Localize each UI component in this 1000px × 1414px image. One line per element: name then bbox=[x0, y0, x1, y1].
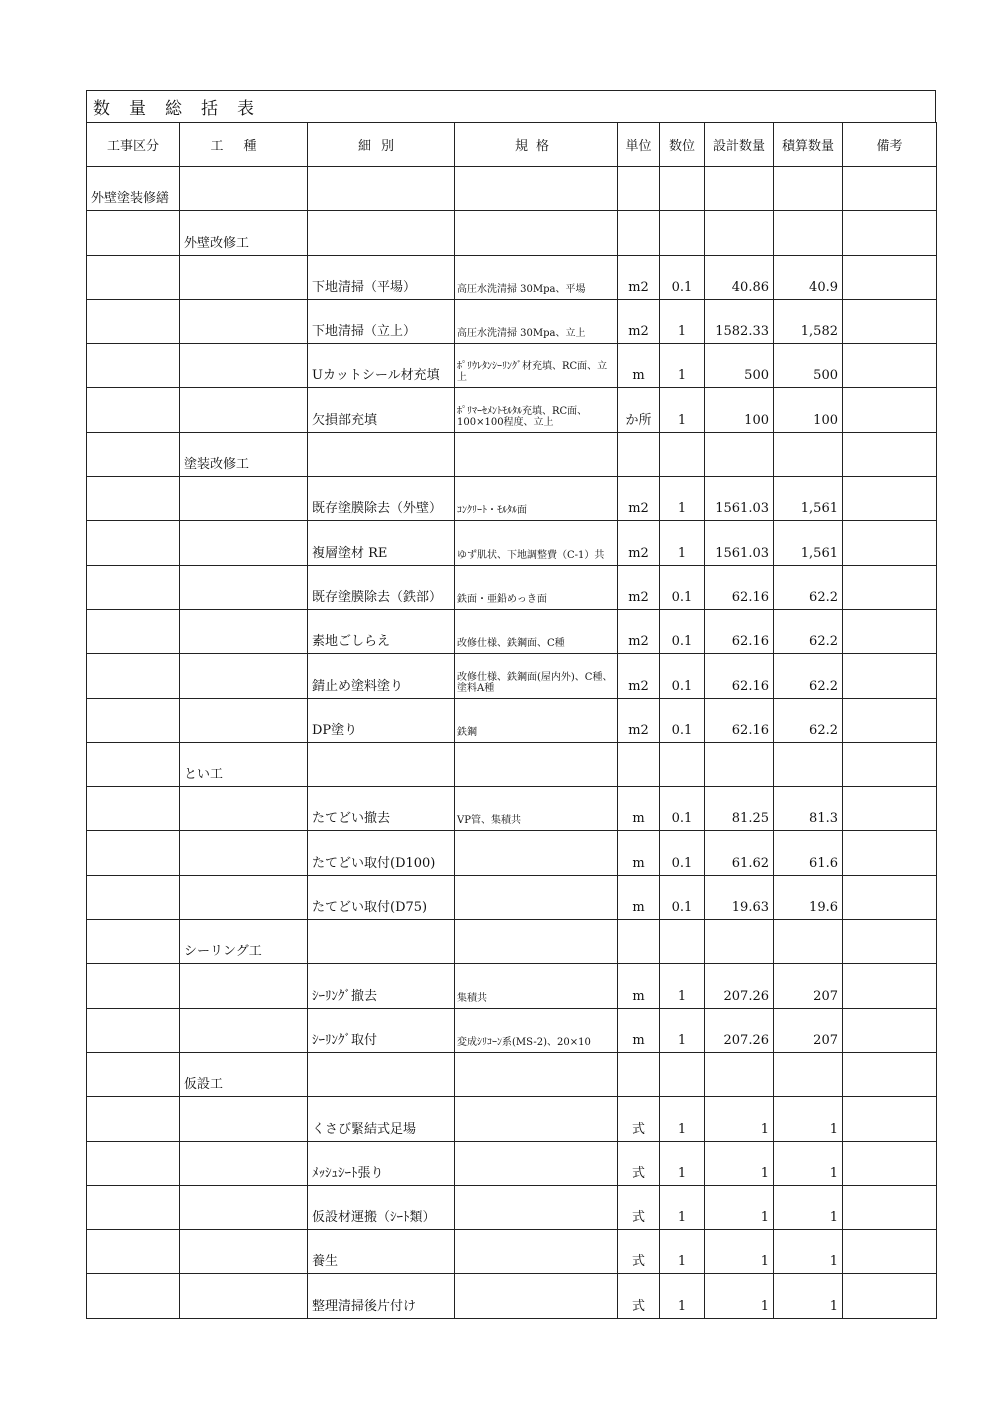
cell-kubun bbox=[87, 432, 180, 476]
cell-kaku: 鉄面・亜鉛めっき面 bbox=[455, 565, 618, 609]
cell-kaku: 変成ｼﾘｺｰﾝ系(MS-2)、20×10 bbox=[455, 1008, 618, 1052]
cell-sekisan: 500 bbox=[774, 344, 843, 388]
table-row bbox=[87, 1052, 937, 1096]
cell-sai: 養生 bbox=[308, 1230, 455, 1274]
cell-biko bbox=[843, 831, 937, 875]
cell-sai bbox=[308, 167, 455, 211]
cell-sekisan: 1 bbox=[774, 1230, 843, 1274]
cell-sekisan: 1 bbox=[774, 1274, 843, 1318]
cell-shu bbox=[180, 565, 308, 609]
header-sekisan: 積算数量 bbox=[774, 123, 843, 167]
table-row bbox=[87, 1008, 937, 1052]
cell-kubun bbox=[87, 831, 180, 875]
cell-sekisan: 62.2 bbox=[774, 609, 843, 653]
cell-biko bbox=[843, 344, 937, 388]
cell-sekisan bbox=[774, 211, 843, 255]
cell-sui: 1 bbox=[660, 1141, 705, 1185]
cell-sekisan: 62.2 bbox=[774, 565, 843, 609]
cell-biko bbox=[843, 1008, 937, 1052]
table-row bbox=[87, 964, 937, 1008]
cell-biko bbox=[843, 565, 937, 609]
cell-sekkei: 62.16 bbox=[705, 565, 774, 609]
sheet-title: 数量総括表 bbox=[93, 99, 273, 119]
cell-sekkei bbox=[705, 432, 774, 476]
cell-sekisan: 40.9 bbox=[774, 255, 843, 299]
cell-shu bbox=[180, 875, 308, 919]
cell-sui: 0.1 bbox=[660, 831, 705, 875]
cell-sekisan: 81.3 bbox=[774, 787, 843, 831]
cell-sui: 1 bbox=[660, 477, 705, 521]
header-sai-label: 細別 bbox=[357, 139, 404, 154]
cell-biko bbox=[843, 742, 937, 786]
cell-kubun bbox=[87, 742, 180, 786]
cell-sekkei: 1561.03 bbox=[705, 477, 774, 521]
cell-sekkei: 62.16 bbox=[705, 609, 774, 653]
cell-kaku bbox=[455, 920, 618, 964]
cell-sui: 1 bbox=[660, 299, 705, 343]
cell-shu bbox=[180, 255, 308, 299]
table-row bbox=[87, 388, 937, 432]
cell-shu bbox=[180, 477, 308, 521]
cell-biko bbox=[843, 964, 937, 1008]
cell-kaku: ｺﾝｸﾘｰﾄ・ﾓﾙﾀﾙ面 bbox=[455, 477, 618, 521]
cell-sui: 1 bbox=[660, 521, 705, 565]
header-tani: 単位 bbox=[618, 123, 660, 167]
cell-sekkei: 1 bbox=[705, 1097, 774, 1141]
cell-sui: 1 bbox=[660, 388, 705, 432]
cell-sekkei: 1 bbox=[705, 1185, 774, 1229]
cell-sekkei bbox=[705, 211, 774, 255]
cell-biko bbox=[843, 1141, 937, 1185]
cell-biko bbox=[843, 167, 937, 211]
cell-sekisan bbox=[774, 432, 843, 476]
cell-sui: 0.1 bbox=[660, 654, 705, 698]
cell-tani bbox=[618, 211, 660, 255]
cell-sui bbox=[660, 920, 705, 964]
cell-kubun bbox=[87, 388, 180, 432]
cell-kaku: 改修仕様、鉄鋼面(屋内外)、C種、塗料A種 bbox=[455, 654, 618, 698]
cell-kubun bbox=[87, 565, 180, 609]
cell-sai bbox=[308, 211, 455, 255]
cell-tani: 式 bbox=[618, 1274, 660, 1318]
cell-sekisan: 1,561 bbox=[774, 477, 843, 521]
cell-kaku bbox=[455, 1185, 618, 1229]
cell-tani: m bbox=[618, 1008, 660, 1052]
table-row bbox=[87, 787, 937, 831]
cell-sui bbox=[660, 167, 705, 211]
cell-sui: 1 bbox=[660, 1185, 705, 1229]
cell-kaku bbox=[455, 1230, 618, 1274]
cell-sai: 既存塗膜除去（外壁） bbox=[308, 477, 455, 521]
title-bar bbox=[86, 90, 936, 122]
cell-shu bbox=[180, 344, 308, 388]
cell-tani bbox=[618, 167, 660, 211]
cell-kubun bbox=[87, 1008, 180, 1052]
cell-kubun bbox=[87, 1097, 180, 1141]
cell-sai: 錆止め塗料塗り bbox=[308, 654, 455, 698]
table-row bbox=[87, 742, 937, 786]
cell-tani bbox=[618, 742, 660, 786]
cell-sui bbox=[660, 1052, 705, 1096]
cell-sai bbox=[308, 1052, 455, 1096]
cell-kubun bbox=[87, 698, 180, 742]
cell-tani: m bbox=[618, 875, 660, 919]
cell-sekkei: 61.62 bbox=[705, 831, 774, 875]
cell-sekkei: 40.86 bbox=[705, 255, 774, 299]
cell-kaku bbox=[455, 432, 618, 476]
cell-sekkei: 100 bbox=[705, 388, 774, 432]
cell-sui: 0.1 bbox=[660, 609, 705, 653]
header-sai bbox=[308, 123, 455, 167]
cell-shu: 外壁改修工 bbox=[180, 211, 308, 255]
cell-tani: m bbox=[618, 964, 660, 1008]
table-row bbox=[87, 344, 937, 388]
cell-kubun bbox=[87, 477, 180, 521]
cell-sekisan: 19.6 bbox=[774, 875, 843, 919]
cell-sekkei: 207.26 bbox=[705, 964, 774, 1008]
cell-kubun bbox=[87, 1274, 180, 1318]
cell-biko bbox=[843, 1185, 937, 1229]
cell-shu: 仮設工 bbox=[180, 1052, 308, 1096]
cell-tani: m2 bbox=[618, 654, 660, 698]
cell-biko bbox=[843, 521, 937, 565]
cell-kaku bbox=[455, 211, 618, 255]
table-row bbox=[87, 920, 937, 964]
cell-tani: m2 bbox=[618, 698, 660, 742]
cell-kubun bbox=[87, 787, 180, 831]
header-kaku-label: 規格 bbox=[514, 139, 557, 154]
cell-shu bbox=[180, 521, 308, 565]
cell-tani: m2 bbox=[618, 609, 660, 653]
header-kubun: 工事区分 bbox=[87, 123, 180, 167]
cell-sekkei bbox=[705, 1052, 774, 1096]
cell-shu bbox=[180, 1230, 308, 1274]
table-row bbox=[87, 831, 937, 875]
cell-kaku bbox=[455, 1097, 618, 1141]
cell-tani: 式 bbox=[618, 1141, 660, 1185]
cell-sui bbox=[660, 432, 705, 476]
cell-sekkei: 207.26 bbox=[705, 1008, 774, 1052]
cell-kubun bbox=[87, 1052, 180, 1096]
cell-sai: 既存塗膜除去（鉄部） bbox=[308, 565, 455, 609]
cell-tani: m2 bbox=[618, 477, 660, 521]
table-row bbox=[87, 565, 937, 609]
table-row bbox=[87, 654, 937, 698]
cell-sekisan: 1,582 bbox=[774, 299, 843, 343]
cell-sekkei: 19.63 bbox=[705, 875, 774, 919]
cell-kaku bbox=[455, 742, 618, 786]
cell-sai: 整理清掃後片付け bbox=[308, 1274, 455, 1318]
cell-sekisan: 1 bbox=[774, 1141, 843, 1185]
cell-sui: 0.1 bbox=[660, 565, 705, 609]
cell-tani: 式 bbox=[618, 1230, 660, 1274]
cell-sai: 欠損部充填 bbox=[308, 388, 455, 432]
cell-sai: ｼｰﾘﾝｸﾞ撤去 bbox=[308, 964, 455, 1008]
cell-biko bbox=[843, 1097, 937, 1141]
cell-sai: DP塗り bbox=[308, 698, 455, 742]
cell-sekkei: 1 bbox=[705, 1141, 774, 1185]
table-row bbox=[87, 1230, 937, 1274]
cell-biko bbox=[843, 477, 937, 521]
cell-sekisan: 1 bbox=[774, 1097, 843, 1141]
cell-sekkei: 81.25 bbox=[705, 787, 774, 831]
cell-shu bbox=[180, 1274, 308, 1318]
cell-sui: 0.1 bbox=[660, 875, 705, 919]
cell-sekkei: 1561.03 bbox=[705, 521, 774, 565]
cell-sekisan: 100 bbox=[774, 388, 843, 432]
cell-shu bbox=[180, 698, 308, 742]
cell-tani: m bbox=[618, 787, 660, 831]
cell-sekkei bbox=[705, 920, 774, 964]
cell-kubun: 外壁塗装修繕 bbox=[87, 167, 180, 211]
cell-shu: 塗装改修工 bbox=[180, 432, 308, 476]
header-sekkei: 設計数量 bbox=[705, 123, 774, 167]
cell-sui: 0.1 bbox=[660, 698, 705, 742]
cell-biko bbox=[843, 432, 937, 476]
table-row bbox=[87, 167, 937, 211]
cell-sekkei: 62.16 bbox=[705, 698, 774, 742]
cell-kubun bbox=[87, 299, 180, 343]
table-row bbox=[87, 698, 937, 742]
cell-sekisan: 1 bbox=[774, 1185, 843, 1229]
cell-kaku: 鉄鋼 bbox=[455, 698, 618, 742]
table-body bbox=[87, 167, 937, 1319]
cell-tani: 式 bbox=[618, 1185, 660, 1229]
cell-kaku: 改修仕様、鉄鋼面、C種 bbox=[455, 609, 618, 653]
table-row bbox=[87, 521, 937, 565]
cell-sai: 仮設材運搬（ｼｰﾄ類） bbox=[308, 1185, 455, 1229]
cell-tani bbox=[618, 432, 660, 476]
table-row bbox=[87, 875, 937, 919]
cell-sui: 0.1 bbox=[660, 255, 705, 299]
cell-tani: か所 bbox=[618, 388, 660, 432]
cell-sai: 複層塗材 RE bbox=[308, 521, 455, 565]
cell-sai: くさび緊結式足場 bbox=[308, 1097, 455, 1141]
cell-biko bbox=[843, 1052, 937, 1096]
cell-shu bbox=[180, 964, 308, 1008]
cell-shu bbox=[180, 654, 308, 698]
table-row bbox=[87, 477, 937, 521]
header-sui: 数位 bbox=[660, 123, 705, 167]
cell-kaku bbox=[455, 1141, 618, 1185]
cell-kaku bbox=[455, 875, 618, 919]
cell-shu bbox=[180, 787, 308, 831]
cell-sai: 素地ごしらえ bbox=[308, 609, 455, 653]
cell-kaku bbox=[455, 831, 618, 875]
cell-sui bbox=[660, 211, 705, 255]
cell-sai: ﾒｯｼｭｼｰﾄ張り bbox=[308, 1141, 455, 1185]
cell-tani: m bbox=[618, 831, 660, 875]
cell-sui: 1 bbox=[660, 1097, 705, 1141]
cell-sekisan: 1,561 bbox=[774, 521, 843, 565]
cell-sekisan bbox=[774, 167, 843, 211]
cell-sekisan: 207 bbox=[774, 1008, 843, 1052]
cell-sekisan bbox=[774, 920, 843, 964]
cell-kubun bbox=[87, 920, 180, 964]
cell-biko bbox=[843, 1230, 937, 1274]
table-row bbox=[87, 1141, 937, 1185]
cell-kubun bbox=[87, 1230, 180, 1274]
cell-sai: たてどい撤去 bbox=[308, 787, 455, 831]
cell-tani: m2 bbox=[618, 521, 660, 565]
cell-biko bbox=[843, 920, 937, 964]
cell-kaku: ゆず肌状、下地調整費（C-1）共 bbox=[455, 521, 618, 565]
cell-sekkei bbox=[705, 167, 774, 211]
cell-sai: Uカットシール材充填 bbox=[308, 344, 455, 388]
cell-kaku: VP管、集積共 bbox=[455, 787, 618, 831]
cell-tani: m2 bbox=[618, 255, 660, 299]
cell-shu bbox=[180, 609, 308, 653]
quantity-table bbox=[86, 122, 937, 1319]
cell-sekkei: 1 bbox=[705, 1230, 774, 1274]
cell-sai: たてどい取付(D75) bbox=[308, 875, 455, 919]
cell-sai bbox=[308, 432, 455, 476]
cell-sekkei bbox=[705, 742, 774, 786]
table-row bbox=[87, 432, 937, 476]
cell-kubun bbox=[87, 1141, 180, 1185]
cell-kubun bbox=[87, 654, 180, 698]
cell-sekkei: 1582.33 bbox=[705, 299, 774, 343]
cell-kubun bbox=[87, 609, 180, 653]
cell-shu: とい工 bbox=[180, 742, 308, 786]
cell-sui: 1 bbox=[660, 1008, 705, 1052]
cell-shu bbox=[180, 1097, 308, 1141]
cell-biko bbox=[843, 211, 937, 255]
cell-sekisan: 62.2 bbox=[774, 654, 843, 698]
cell-biko bbox=[843, 1274, 937, 1318]
cell-kubun bbox=[87, 255, 180, 299]
cell-shu bbox=[180, 831, 308, 875]
cell-kubun bbox=[87, 521, 180, 565]
cell-kubun bbox=[87, 344, 180, 388]
cell-tani bbox=[618, 920, 660, 964]
cell-shu: シーリング工 bbox=[180, 920, 308, 964]
cell-sekkei: 500 bbox=[705, 344, 774, 388]
cell-sai bbox=[308, 920, 455, 964]
cell-sai: 下地清掃（立上） bbox=[308, 299, 455, 343]
cell-sekisan: 62.2 bbox=[774, 698, 843, 742]
table-row bbox=[87, 1185, 937, 1229]
cell-biko bbox=[843, 388, 937, 432]
table-row bbox=[87, 255, 937, 299]
cell-sekisan bbox=[774, 742, 843, 786]
cell-sai: 下地清掃（平場） bbox=[308, 255, 455, 299]
cell-kaku bbox=[455, 167, 618, 211]
cell-kubun bbox=[87, 211, 180, 255]
header-kaku bbox=[455, 123, 618, 167]
cell-kaku: 集積共 bbox=[455, 964, 618, 1008]
cell-kubun bbox=[87, 875, 180, 919]
cell-sui: 0.1 bbox=[660, 787, 705, 831]
cell-shu bbox=[180, 1141, 308, 1185]
table-row bbox=[87, 609, 937, 653]
table-row bbox=[87, 1097, 937, 1141]
cell-kubun bbox=[87, 1185, 180, 1229]
header-biko: 備考 bbox=[843, 123, 937, 167]
cell-sai: ｼｰﾘﾝｸﾞ取付 bbox=[308, 1008, 455, 1052]
cell-shu bbox=[180, 299, 308, 343]
cell-shu bbox=[180, 1185, 308, 1229]
cell-biko bbox=[843, 654, 937, 698]
cell-sekisan: 207 bbox=[774, 964, 843, 1008]
cell-shu bbox=[180, 388, 308, 432]
cell-kaku: ﾎﾟﾘｳﾚﾀﾝｼｰﾘﾝｸﾞ材充填、RC面、立上 bbox=[455, 344, 618, 388]
cell-shu bbox=[180, 167, 308, 211]
header-shu-label: 工種 bbox=[210, 139, 277, 154]
table-row bbox=[87, 1274, 937, 1318]
cell-biko bbox=[843, 875, 937, 919]
cell-kaku: ﾎﾟﾘﾏｰｾﾒﾝﾄﾓﾙﾀﾙ充填、RC面、100×100程度、立上 bbox=[455, 388, 618, 432]
cell-kaku: 高圧水洗清掃 30Mpa、平場 bbox=[455, 255, 618, 299]
table-row bbox=[87, 211, 937, 255]
quantity-summary-sheet bbox=[86, 90, 936, 1319]
cell-biko bbox=[843, 787, 937, 831]
header-shu bbox=[180, 123, 308, 167]
cell-tani bbox=[618, 1052, 660, 1096]
cell-sui: 1 bbox=[660, 344, 705, 388]
cell-tani: m bbox=[618, 344, 660, 388]
cell-sekkei: 62.16 bbox=[705, 654, 774, 698]
cell-biko bbox=[843, 609, 937, 653]
cell-sui: 1 bbox=[660, 964, 705, 1008]
cell-sui: 1 bbox=[660, 1274, 705, 1318]
cell-biko bbox=[843, 255, 937, 299]
cell-biko bbox=[843, 698, 937, 742]
cell-tani: m2 bbox=[618, 299, 660, 343]
cell-kaku bbox=[455, 1052, 618, 1096]
cell-sekkei: 1 bbox=[705, 1274, 774, 1318]
cell-biko bbox=[843, 299, 937, 343]
cell-kubun bbox=[87, 964, 180, 1008]
cell-tani: m2 bbox=[618, 565, 660, 609]
table-row bbox=[87, 299, 937, 343]
cell-shu bbox=[180, 1008, 308, 1052]
cell-kaku: 高圧水洗清掃 30Mpa、立上 bbox=[455, 299, 618, 343]
cell-sui bbox=[660, 742, 705, 786]
cell-sai: たてどい取付(D100) bbox=[308, 831, 455, 875]
cell-tani: 式 bbox=[618, 1097, 660, 1141]
cell-sekisan bbox=[774, 1052, 843, 1096]
header-row bbox=[87, 123, 937, 167]
cell-sui: 1 bbox=[660, 1230, 705, 1274]
cell-sai bbox=[308, 742, 455, 786]
cell-sekisan: 61.6 bbox=[774, 831, 843, 875]
cell-kaku bbox=[455, 1274, 618, 1318]
